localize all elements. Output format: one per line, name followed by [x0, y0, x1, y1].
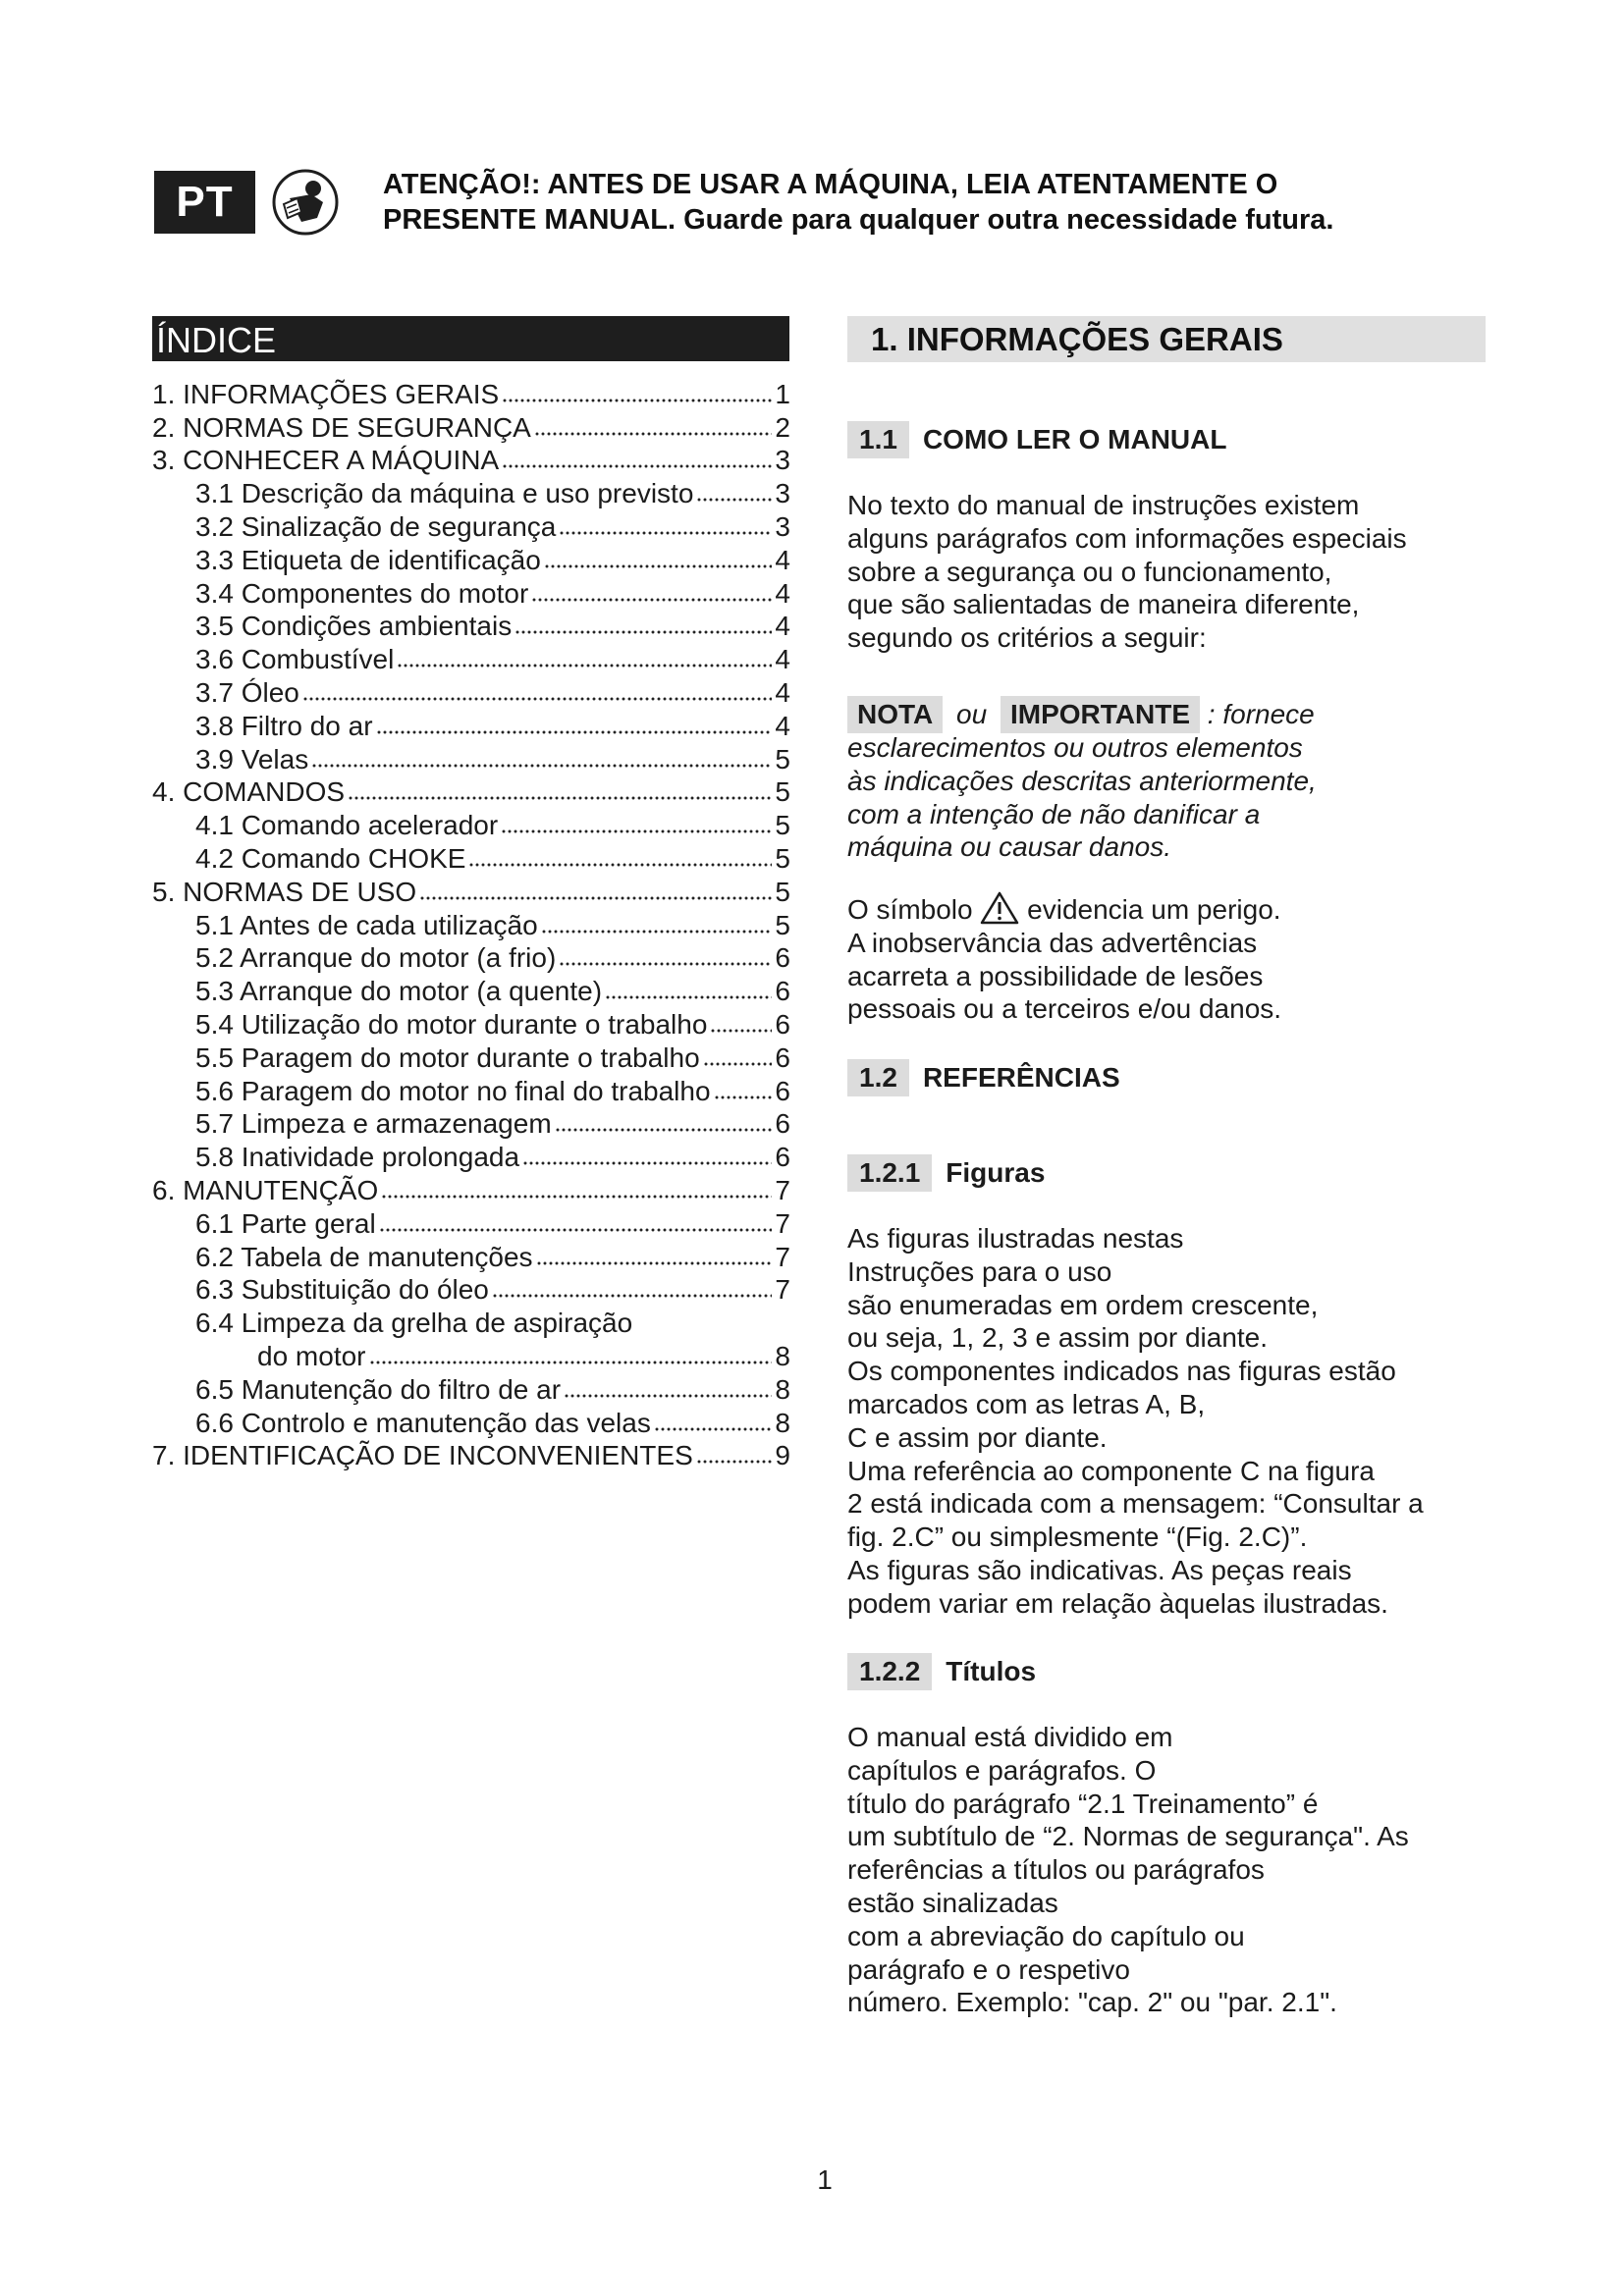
note-or: ou — [956, 699, 988, 729]
text-line: ou seja, 1, 2, 3 e assim por diante. — [847, 1322, 1269, 1354]
toc-entry-page: 8 — [775, 1373, 790, 1405]
toc-dot-leader — [419, 895, 772, 901]
subsection-number: 1.2 — [847, 1059, 909, 1096]
text-line: 2 está indicada com a mensagem: “Consultar a — [847, 1488, 1424, 1520]
toc-dot-leader — [534, 431, 773, 437]
subsection-title: COMO LER O MANUAL — [922, 424, 1227, 454]
subsection-1-2-1-text — [847, 1222, 1486, 1621]
toc-entry-page: 5 — [775, 810, 790, 841]
toc-entry — [152, 1041, 790, 1074]
toc-entry-page: 3 — [775, 510, 790, 542]
toc-entry-title: 5.8 Inatividade prolongada — [195, 1142, 520, 1173]
text-line: capítulos e parágrafos. O — [847, 1754, 1157, 1786]
toc-entry — [152, 941, 790, 975]
toc-entry-title: 5.5 Paragem do motor durante o trabalho — [195, 1041, 700, 1073]
text-line: As figuras são indicativas. As peças reais — [847, 1554, 1352, 1585]
subsection-title: REFERÊNCIAS — [922, 1062, 1120, 1093]
subsection-title: Figuras — [946, 1157, 1046, 1188]
toc-dot-leader — [559, 961, 772, 967]
toc-entry-page: 2 — [775, 411, 790, 443]
text-line: sobre a segurança ou o funcionamento, — [847, 556, 1332, 587]
text-line: Uma referência ao componente C na figura — [847, 1455, 1375, 1486]
toc-dot-leader — [696, 1459, 773, 1465]
toc-entry-title: 5.4 Utilização do motor durante o trabalho — [195, 1008, 708, 1040]
warning-notice — [383, 167, 1483, 238]
toc-entry-title: 6.1 Parte geral — [195, 1207, 376, 1239]
toc-entry — [152, 642, 790, 675]
page-number: 1 — [817, 2164, 833, 2195]
toc-entry-title: 3.4 Componentes do motor — [195, 577, 529, 609]
toc-entry-page: 4 — [775, 676, 790, 708]
toc-entry-title: 4. COMANDOS — [152, 776, 346, 808]
index-title: ÍNDICE — [152, 316, 789, 361]
toc-entry — [152, 1074, 790, 1107]
text-line: um subtítulo de “2. Normas de segurança". As — [847, 1821, 1409, 1852]
subsection-number: 1.2.1 — [847, 1154, 932, 1192]
toc-dot-leader — [381, 1194, 772, 1200]
toc-entry — [152, 709, 790, 742]
toc-entry-title: 5.6 Paragem do motor no final do trabalho — [195, 1075, 711, 1106]
toc-entry — [152, 742, 790, 775]
toc-entry-page: 7 — [775, 1274, 790, 1306]
toc-entry — [152, 1140, 790, 1173]
toc-dot-leader — [605, 994, 772, 1000]
toc-entry-page: 5 — [775, 743, 790, 774]
important-tag: IMPORTANTE — [1001, 696, 1200, 733]
toc-entry-title: 3.1 Descrição da máquina e uso previsto — [195, 478, 694, 509]
toc-dot-leader — [397, 663, 772, 668]
toc-entry — [152, 1173, 790, 1206]
text-line: Instruções para o uso — [847, 1255, 1112, 1287]
subsection-number: 1.1 — [847, 421, 909, 458]
toc-dot-leader — [348, 795, 772, 801]
toc-entry — [152, 1107, 790, 1141]
toc-entry — [152, 377, 790, 410]
toc-entry-title: 3.2 Sinalização de segurança — [195, 510, 557, 542]
text-line: são enumeradas em ordem crescente, — [847, 1289, 1319, 1320]
toc-entry-title: 6.4 Limpeza da grelha de aspiração — [195, 1308, 633, 1339]
text-line: Os componentes indicados nas figuras estão — [847, 1356, 1396, 1387]
toc-entry — [152, 1240, 790, 1273]
text-line: acarreta a possibilidade de lesões — [847, 960, 1264, 991]
toc-entry-page: 4 — [775, 644, 790, 675]
toc-dot-leader — [696, 497, 772, 503]
text-line: podem variar em relação àquelas ilustradas. — [847, 1587, 1388, 1619]
toc-entry-page: 4 — [775, 611, 790, 642]
toc-entry-title: 5.2 Arranque do motor (a frio) — [195, 942, 557, 974]
toc-entry — [152, 908, 790, 941]
toc-dot-leader — [703, 1061, 773, 1067]
toc-entry — [152, 1306, 790, 1339]
text-line: No texto do manual de instruções existem — [847, 490, 1360, 520]
toc-dot-leader — [710, 1028, 772, 1034]
toc-entry-title: 5.3 Arranque do motor (a quente) — [195, 976, 603, 1007]
toc-entry — [152, 1007, 790, 1041]
toc-entry-title: 4.1 Comando acelerador — [195, 810, 499, 841]
toc-entry-page: 7 — [775, 1174, 790, 1205]
toc-dot-leader — [654, 1426, 773, 1432]
symbol-after-text: evidencia um perigo. — [1027, 894, 1281, 925]
text-line: alguns parágrafos com informações especiais — [847, 522, 1407, 554]
subsection-1-1-heading — [847, 421, 1486, 458]
toc-dot-leader — [302, 696, 773, 702]
text-line: referências a títulos ou parágrafos — [847, 1854, 1265, 1886]
toc-dot-leader — [369, 1360, 773, 1365]
toc-entry — [152, 543, 790, 576]
toc-entry — [152, 444, 790, 477]
toc-entry-page: 8 — [775, 1340, 790, 1371]
toc-entry — [152, 1273, 790, 1307]
toc-entry-page: 5 — [775, 842, 790, 874]
toc-entry — [152, 974, 790, 1007]
toc-entry-page: 8 — [775, 1407, 790, 1438]
toc-entry-title: 6.2 Tabela de manutenções — [195, 1241, 533, 1272]
subsection-1-2-2-heading — [847, 1653, 1486, 1690]
toc-entry-page: 5 — [775, 876, 790, 907]
toc-entry-title: 3.6 Combustível — [195, 644, 395, 675]
subsection-1-2-1-heading — [847, 1154, 1486, 1192]
toc-entry-page: 6 — [775, 1075, 790, 1106]
toc-entry — [152, 410, 790, 444]
toc-dot-leader — [559, 530, 772, 536]
text-line: O manual está dividido em — [847, 1722, 1173, 1752]
text-line: máquina ou causar danos. — [847, 831, 1171, 863]
toc-entry-page: 5 — [775, 909, 790, 940]
subsection-1-2-2-text — [847, 1721, 1486, 2019]
text-line: que são salientadas de maneira diferente, — [847, 589, 1360, 620]
toc-dot-leader — [536, 1260, 773, 1266]
danger-symbol-paragraph — [847, 891, 1486, 1026]
text-line: segundo os critérios a seguir: — [847, 622, 1207, 654]
text-line: marcados com as letras A, B, — [847, 1388, 1206, 1419]
toc-entry-page: 4 — [775, 544, 790, 575]
text-line: título do parágrafo “2.1 Treinamento” é — [847, 1788, 1319, 1819]
warning-line-2: PRESENTE MANUAL. Guarde para qualquer outra necessidade futura. — [383, 204, 1334, 236]
toc-dot-leader — [714, 1095, 773, 1100]
toc-entry-page: 4 — [775, 710, 790, 741]
text-line: fig. 2.C” ou simplesmente “(Fig. 2.C)”. — [847, 1522, 1308, 1553]
toc-dot-leader — [501, 828, 772, 834]
toc-entry-page: 6 — [775, 942, 790, 974]
toc-entry — [152, 775, 790, 809]
toc-entry-title: 3.8 Filtro do ar — [195, 710, 373, 741]
toc-entry — [152, 1439, 790, 1472]
toc-dot-leader — [468, 862, 772, 868]
table-of-contents — [152, 377, 790, 1471]
toc-dot-leader — [379, 1227, 773, 1233]
toc-entry-page: 7 — [775, 1207, 790, 1239]
toc-entry-title: 4.2 Comando CHOKE — [195, 842, 466, 874]
toc-entry-title: do motor — [257, 1340, 366, 1371]
toc-dot-leader — [376, 729, 773, 735]
toc-entry-title: 6.6 Controlo e manutenção das velas — [195, 1407, 651, 1438]
toc-entry — [152, 610, 790, 643]
toc-entry — [152, 476, 790, 509]
toc-dot-leader — [514, 629, 772, 635]
toc-entry-page: 9 — [775, 1440, 790, 1471]
warning-triangle-icon — [980, 891, 1019, 925]
text-line: pessoais ou a terceiros e/ou danos. — [847, 993, 1282, 1025]
subsection-1-1-text — [847, 489, 1486, 655]
subsection-title: Títulos — [946, 1656, 1037, 1686]
toc-entry-page: 6 — [775, 976, 790, 1007]
toc-entry — [152, 1372, 790, 1406]
toc-entry-title: 5.1 Antes de cada utilização — [195, 909, 538, 940]
toc-entry-page: 6 — [775, 1108, 790, 1140]
toc-entry — [152, 509, 790, 543]
section-1-title: 1. INFORMAÇÕES GERAIS — [847, 316, 1486, 362]
toc-entry-page: 6 — [775, 1041, 790, 1073]
text-line: esclarecimentos ou outros elementos — [847, 732, 1303, 763]
toc-entry-title: 3.9 Velas — [195, 743, 309, 774]
text-line: número. Exemplo: "cap. 2" ou "par. 2.1". — [847, 1987, 1337, 2018]
toc-dot-leader — [311, 763, 772, 769]
note-lines — [847, 731, 1486, 864]
toc-entry-title: 7. IDENTIFICAÇÃO DE INCONVENIENTES — [152, 1440, 693, 1471]
toc-entry-title: 1. INFORMAÇÕES GERAIS — [152, 378, 500, 409]
toc-entry-title: 3.3 Etiqueta de identificação — [195, 544, 541, 575]
subsection-1-2-heading — [847, 1059, 1486, 1096]
toc-dot-leader — [502, 463, 772, 469]
toc-dot-leader — [544, 563, 773, 569]
toc-entry — [152, 1206, 790, 1240]
text-line: estão sinalizadas — [847, 1887, 1058, 1918]
toc-dot-leader — [531, 597, 772, 603]
symbol-lines — [847, 927, 1486, 1026]
toc-entry-page: 3 — [775, 445, 790, 476]
toc-dot-leader — [522, 1160, 772, 1166]
toc-dot-leader — [564, 1393, 772, 1399]
text-line: com a abreviação do capítulo ou — [847, 1920, 1245, 1951]
text-line: C e assim por diante. — [847, 1421, 1108, 1453]
text-line: com a intenção de não danificar a — [847, 798, 1261, 829]
toc-entry — [152, 1339, 790, 1372]
note-first-line — [847, 696, 1486, 733]
toc-entry-title: 2. NORMAS DE SEGURANÇA — [152, 411, 531, 443]
subsection-number: 1.2.2 — [847, 1653, 932, 1690]
toc-entry-title: 3.5 Condições ambientais — [195, 611, 513, 642]
text-line: às indicações descritas anteriormente, — [847, 765, 1317, 796]
note-first-text: : fornece — [1207, 699, 1315, 729]
text-line: As figuras ilustradas nestas — [847, 1223, 1184, 1254]
toc-entry-title: 6.3 Substituição do óleo — [195, 1274, 489, 1306]
manual-reader-icon — [272, 169, 339, 236]
symbol-line — [847, 891, 1486, 927]
toc-entry-title: 3. CONHECER A MÁQUINA — [152, 445, 500, 476]
toc-entry — [152, 841, 790, 875]
text-line: parágrafo e o respetivo — [847, 1953, 1130, 1985]
toc-entry-page: 6 — [775, 1142, 790, 1173]
language-badge: PT — [154, 171, 255, 234]
toc-entry-page: 1 — [775, 378, 790, 409]
toc-entry-page: 5 — [775, 776, 790, 808]
note-tag: NOTA — [847, 696, 943, 733]
toc-entry-page: 7 — [775, 1241, 790, 1272]
toc-entry-page: 6 — [775, 1008, 790, 1040]
toc-entry-page: 4 — [775, 577, 790, 609]
toc-entry — [152, 675, 790, 709]
toc-dot-leader — [555, 1127, 773, 1133]
toc-dot-leader — [492, 1293, 773, 1299]
toc-entry — [152, 808, 790, 841]
note-block — [847, 696, 1486, 864]
toc-entry-title: 5. NORMAS DE USO — [152, 876, 417, 907]
text-line: A inobservância das advertências — [847, 927, 1258, 958]
toc-entry — [152, 875, 790, 908]
toc-dot-leader — [541, 929, 773, 934]
toc-entry-title: 6.5 Manutenção do filtro de ar — [195, 1373, 562, 1405]
warning-line-1: ATENÇÃO!: ANTES DE USAR A MÁQUINA, LEIA ATENTAMENTE O — [383, 169, 1278, 200]
toc-entry — [152, 576, 790, 610]
toc-entry-title: 3.7 Óleo — [195, 676, 299, 708]
symbol-before-text: O símbolo — [847, 894, 973, 925]
toc-entry-page: 3 — [775, 478, 790, 509]
toc-entry-title: 6. MANUTENÇÃO — [152, 1174, 379, 1205]
toc-entry-title: 5.7 Limpeza e armazenagem — [195, 1108, 552, 1140]
toc-entry — [152, 1406, 790, 1439]
toc-dot-leader — [502, 398, 772, 403]
